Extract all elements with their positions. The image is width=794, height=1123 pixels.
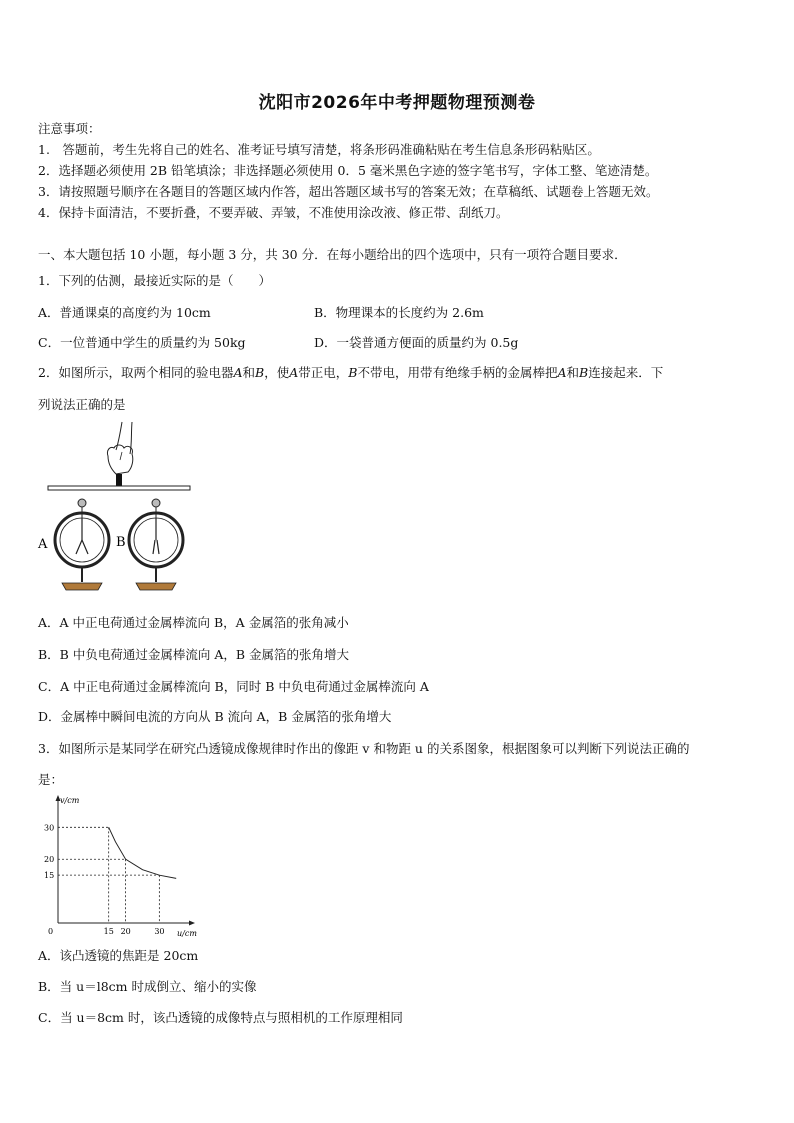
q1-option-b: B．物理课本的长度约为 2.6m xyxy=(314,305,484,320)
section-1-heading: 一、本大题包括 10 小题，每小题 3 分，共 30 分．在每小题给出的四个选项中，只有一项符合题目要求． xyxy=(38,247,627,262)
q2-option-c: C．A 中正电荷通过金属棒流向 B，同时 B 中负电荷通过金属棒流向 A xyxy=(38,679,429,694)
notice-item-3: 3．请按照题号顺序在各题目的答题区域内作答，超出答题区域书写的答案无效；在草稿纸、试题卷上答题无效。 xyxy=(38,184,659,199)
notice-item-2: 2．选择题必须使用 2B 铅笔填涂；非选择题必须使用 0．5 毫米黑色字迹的签字笔书写，字体工整、笔迹清楚。 xyxy=(38,163,658,178)
q2-var: B xyxy=(348,365,358,380)
q1-option-d: D．一袋普通方便面的质量约为 0.5g xyxy=(314,335,519,350)
figure-label-b: B xyxy=(116,535,126,550)
electroscope-figure xyxy=(36,420,196,600)
page-title: 沈阳市2026年中考押题物理预测卷 xyxy=(258,93,536,113)
x-axis-arrow xyxy=(189,921,195,926)
q1-option-a: A．普通课桌的高度约为 10cm xyxy=(38,305,211,320)
notice-item-1: 1. 答题前，考生先将自己的姓名、准考证号填写清楚，将条形码准确粘贴在考生信息条形码粘贴区。 xyxy=(38,142,600,157)
v-u-chart xyxy=(36,795,206,940)
q3-option-b: B．当 u＝l8cm 时成倒立、缩小的实像 xyxy=(38,979,257,994)
q2-option-b: B．B 中负电荷通过金属棒流向 A，B 金属箔的张角增大 xyxy=(38,647,350,662)
x-tick-label: 20 xyxy=(120,927,131,936)
q2-stem-text: ，使 xyxy=(264,365,290,380)
series-line xyxy=(109,827,177,878)
x-tick-label: 0 xyxy=(48,927,54,936)
q2-stem-text: 带正电， xyxy=(298,365,349,380)
q2-var: B xyxy=(579,365,589,380)
figure-label-a: A xyxy=(38,537,48,552)
y-tick-label: 20 xyxy=(44,855,55,865)
x-axis-label: u/cm xyxy=(177,929,197,938)
q2-stem-text: 和 xyxy=(566,365,580,380)
q2-var: A xyxy=(233,365,243,380)
x-tick-label: 30 xyxy=(154,927,165,936)
notice-heading: 注意事项： xyxy=(38,121,101,136)
q2-option-a: A．A 中正电荷通过金属棒流向 B，A 金属箔的张角减小 xyxy=(38,615,349,630)
q3-stem-line-1: 3．如图所示是某同学在研究凸透镜成像规律时作出的像距 v 和物距 u 的关系图象，根据图象可以判断下列说法正确的 xyxy=(38,741,690,756)
q2-stem xyxy=(38,365,663,381)
q2-stem-text: 和 xyxy=(242,365,256,380)
q2-var: A xyxy=(557,365,567,380)
q3-option-a: A．该凸透镜的焦距是 20cm xyxy=(38,948,199,963)
q2-var: A xyxy=(289,365,299,380)
y-axis-label: v/cm xyxy=(60,796,80,805)
q2-stem-line-2: 列说法正确的是 xyxy=(38,397,126,412)
q1-stem: 1．下列的估测，最接近实际的是（ ） xyxy=(38,273,271,288)
q2-stem-text: 不带电，用带有绝缘手柄的金属棒把 xyxy=(357,365,558,380)
notice-item-4: 4．保持卡面清洁，不要折叠，不要弄破、弄皱，不准使用涂改液、修正带、刮纸刀。 xyxy=(38,205,509,220)
q1-option-c: C．一位普通中学生的质量约为 50kg xyxy=(38,335,246,350)
q3-stem-line-2: 是： xyxy=(38,772,64,787)
q3-option-c: C．当 u＝8cm 时，该凸透镜的成像特点与照相机的工作原理相同 xyxy=(38,1010,403,1025)
q2-stem-text: 连接起来．下 xyxy=(588,365,664,380)
q2-option-d: D．金属棒中瞬间电流的方向从 B 流向 A，B 金属箔的张角增大 xyxy=(38,709,392,724)
x-tick-label: 15 xyxy=(103,927,114,936)
y-tick-label: 15 xyxy=(44,871,55,881)
q2-stem-text: 2．如图所示，取两个相同的验电器 xyxy=(38,365,234,380)
q2-var: B xyxy=(255,365,265,380)
y-tick-label: 30 xyxy=(44,823,55,833)
